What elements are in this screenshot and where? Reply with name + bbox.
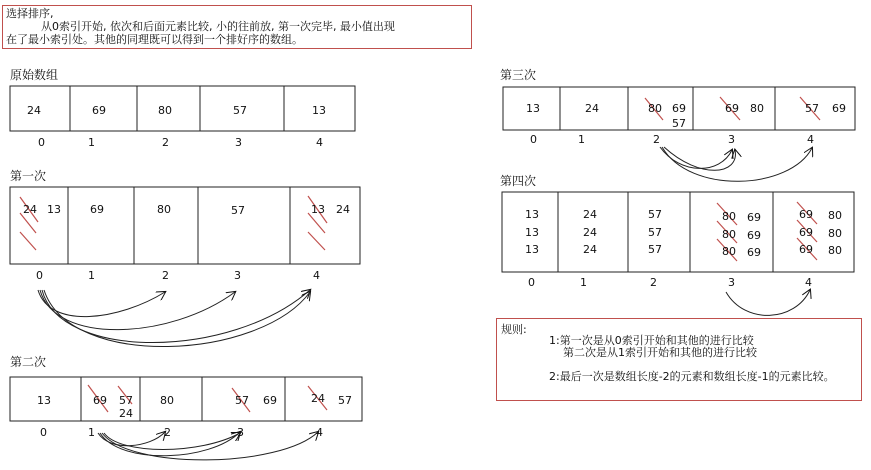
p3-c2a: 80 bbox=[648, 102, 662, 115]
p3-c3b: 80 bbox=[750, 102, 764, 115]
pass2-array-box bbox=[10, 377, 362, 421]
orig-cell-0: 24 bbox=[27, 104, 41, 117]
p2-c1c: 24 bbox=[119, 407, 133, 420]
rules-title: 规则: bbox=[501, 323, 527, 336]
p4-r2-c2: 57 bbox=[648, 226, 662, 239]
orig-index-3: 3 bbox=[235, 136, 242, 149]
intro-line-3: 在了最小索引处。其他的同理既可以得到一个排好序的数组。 bbox=[6, 33, 303, 46]
orig-cell-1: 69 bbox=[92, 104, 106, 117]
p3-index-2: 2 bbox=[653, 133, 660, 146]
rule-1b: 第二次是从1索引开始和其他的进行比较 bbox=[563, 346, 757, 359]
p4-index-3: 3 bbox=[728, 276, 735, 289]
original-array-box bbox=[10, 86, 355, 131]
p2-c2: 80 bbox=[160, 394, 174, 407]
p1-index-2: 2 bbox=[162, 269, 169, 282]
p2-c1b: 57 bbox=[119, 394, 133, 407]
intro-line-1: 选择排序, bbox=[6, 7, 54, 20]
p4-r3-c1: 24 bbox=[583, 243, 597, 256]
p2-c3a: 57 bbox=[235, 394, 249, 407]
p2-index-2: 2 bbox=[164, 426, 171, 439]
p4-index-1: 1 bbox=[580, 276, 587, 289]
p1-c4b: 24 bbox=[336, 203, 350, 216]
p2-c4a: 24 bbox=[311, 392, 325, 405]
p4-r3-c3a: 80 bbox=[722, 245, 736, 258]
p2-index-3: 3 bbox=[237, 426, 244, 439]
p3-c0: 13 bbox=[526, 102, 540, 115]
orig-index-0: 0 bbox=[38, 136, 45, 149]
label-original: 原始数组 bbox=[10, 68, 59, 82]
rules-box bbox=[496, 318, 862, 401]
rule-2: 2:最后一次是数组长度-2的元素和数组长度-1的元素比较。 bbox=[549, 370, 835, 383]
label-pass1: 第一次 bbox=[10, 169, 47, 183]
orig-index-1: 1 bbox=[88, 136, 95, 149]
p3-c1: 24 bbox=[585, 102, 599, 115]
p4-r3-c0: 13 bbox=[525, 243, 539, 256]
p4-r2-c3a: 80 bbox=[722, 228, 736, 241]
pass1-array-box bbox=[10, 187, 360, 264]
p2-index-1: 1 bbox=[88, 426, 95, 439]
p4-r1-c1: 24 bbox=[583, 208, 597, 221]
p1-c1: 69 bbox=[90, 203, 104, 216]
p2-c0: 13 bbox=[37, 394, 51, 407]
p4-r1-c3a: 80 bbox=[722, 210, 736, 223]
rule-1: 1:第一次是从0索引开始和其他的进行比较 bbox=[549, 334, 754, 347]
p4-r1-c4a: 69 bbox=[799, 208, 813, 221]
p3-index-4: 4 bbox=[807, 133, 814, 146]
orig-cell-4: 13 bbox=[312, 104, 326, 117]
orig-index-4: 4 bbox=[316, 136, 323, 149]
orig-cell-3: 57 bbox=[233, 104, 247, 117]
p1-index-1: 1 bbox=[88, 269, 95, 282]
p1-index-0: 0 bbox=[36, 269, 43, 282]
intro-line-2: 从0索引开始, 依次和后面元素比较, 小的往前放, 第一次完毕, 最小值出现 bbox=[6, 20, 395, 33]
p4-index-4: 4 bbox=[805, 276, 812, 289]
orig-index-2: 2 bbox=[162, 136, 169, 149]
p2-c4b: 57 bbox=[338, 394, 352, 407]
p4-r3-c2: 57 bbox=[648, 243, 662, 256]
p3-c3a: 69 bbox=[725, 102, 739, 115]
p3-c4b: 69 bbox=[832, 102, 846, 115]
p4-index-0: 0 bbox=[528, 276, 535, 289]
p3-c2b: 69 bbox=[672, 102, 686, 115]
p1-c3: 57 bbox=[231, 204, 245, 217]
p2-c3b: 69 bbox=[263, 394, 277, 407]
p4-index-2: 2 bbox=[650, 276, 657, 289]
orig-cell-2: 80 bbox=[158, 104, 172, 117]
p1-index-4: 4 bbox=[313, 269, 320, 282]
p2-index-0: 0 bbox=[40, 426, 47, 439]
p4-r1-c2: 57 bbox=[648, 208, 662, 221]
p4-r2-c3b: 69 bbox=[747, 229, 761, 242]
p1-c4a: 13 bbox=[311, 203, 325, 216]
p4-r3-c4a: 69 bbox=[799, 243, 813, 256]
p3-index-0: 0 bbox=[530, 133, 537, 146]
p4-r2-c0: 13 bbox=[525, 226, 539, 239]
p2-c1a: 69 bbox=[93, 394, 107, 407]
p3-index-1: 1 bbox=[578, 133, 585, 146]
p1-c2: 80 bbox=[157, 203, 171, 216]
p3-index-3: 3 bbox=[728, 133, 735, 146]
p1-c0b: 13 bbox=[47, 203, 61, 216]
p1-c0a: 24 bbox=[23, 203, 37, 216]
p4-r3-c3b: 69 bbox=[747, 246, 761, 259]
p4-r2-c1: 24 bbox=[583, 226, 597, 239]
p2-index-4: 4 bbox=[316, 426, 323, 439]
p4-r1-c0: 13 bbox=[525, 208, 539, 221]
p4-r2-c4a: 69 bbox=[799, 226, 813, 239]
p4-r1-c3b: 69 bbox=[747, 211, 761, 224]
p4-r3-c4b: 80 bbox=[828, 244, 842, 257]
p4-r1-c4b: 80 bbox=[828, 209, 842, 222]
p3-c4a: 57 bbox=[805, 102, 819, 115]
label-pass4: 第四次 bbox=[500, 174, 537, 188]
label-pass2: 第二次 bbox=[10, 355, 47, 369]
p4-r2-c4b: 80 bbox=[828, 227, 842, 240]
label-pass3: 第三次 bbox=[500, 68, 537, 82]
p1-index-3: 3 bbox=[234, 269, 241, 282]
p3-c2c: 57 bbox=[672, 117, 686, 130]
